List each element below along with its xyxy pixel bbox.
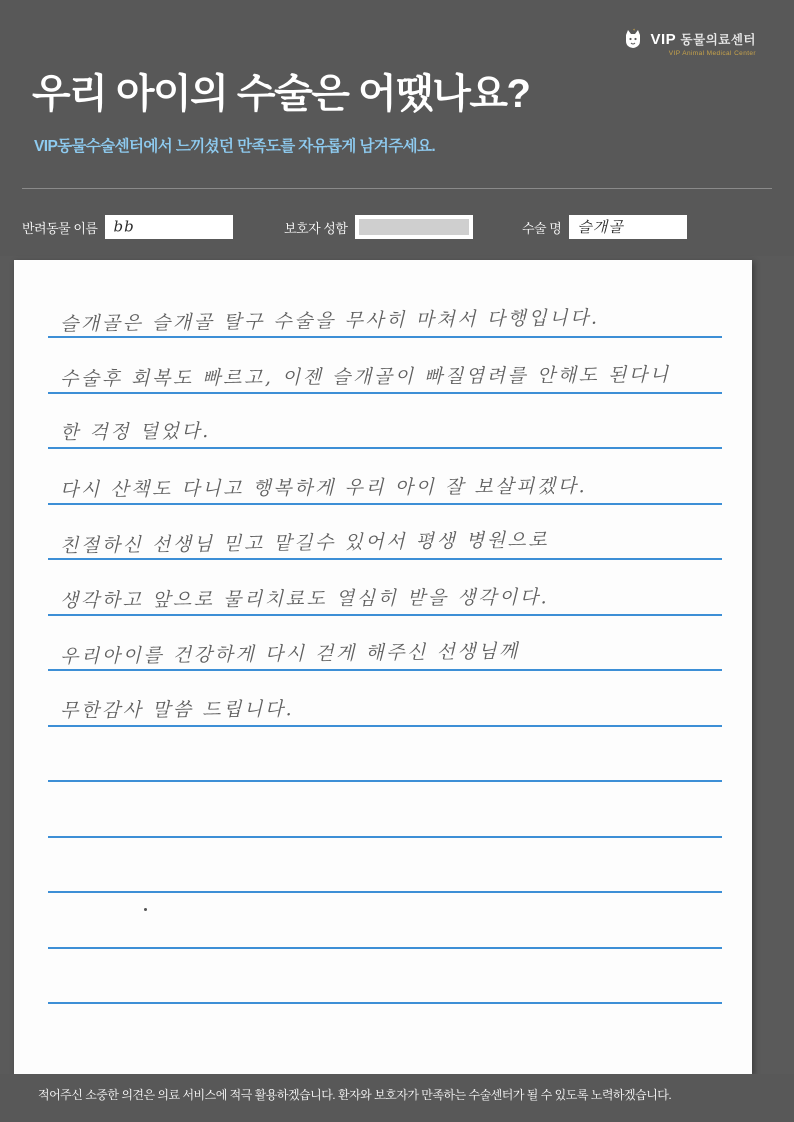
footer-note: 적어주신 소중한 의견은 의료 서비스에 적극 활용하겠습니다. 환자와 보호자가 만족하는 수술센터가 될 수 있도록 노력하겠습니다. <box>38 1088 672 1102</box>
page-subtitle: VIP동물수술센터에서 느끼셨던 만족도를 자유롭게 남겨주세요. <box>34 138 436 155</box>
ruled-line <box>48 836 722 838</box>
pet-name-value: bb <box>113 217 135 236</box>
surgery-name-value: 슬개골 <box>577 218 624 237</box>
handwritten-line: 생각하고 앞으로 물리치료도 열심히 받을 생각이다. <box>59 585 550 612</box>
brand-name: VIP <box>650 30 677 48</box>
ruled-line <box>48 336 722 338</box>
ruled-line <box>48 447 722 449</box>
handwritten-line: 다시 산책도 다니고 행복하게 우리 아이 잘 보살피겠다. <box>59 474 588 501</box>
ruled-line <box>48 558 722 560</box>
field-guardian-name-label: 보호자 성함 <box>284 220 348 236</box>
handwritten-line: 친절하신 선생님 믿고 맡길수 있어서 평생 병원으로 <box>59 529 550 557</box>
field-pet-name-label: 반려동물 이름 <box>22 220 98 236</box>
ruled-line <box>48 503 722 505</box>
field-surgery-name <box>522 212 687 242</box>
header-divider <box>22 188 772 189</box>
note-lines <box>48 306 722 1058</box>
handwritten-line: 수술후 회복도 빠르고, 이젠 슬개골이 빠질염려를 안해도 된다니 <box>59 363 671 390</box>
ruled-line <box>48 891 722 893</box>
page-footer <box>0 1074 794 1122</box>
surgery-name-input[interactable] <box>569 215 687 239</box>
brand-tagline: VIP Animal Medical Center <box>668 50 756 57</box>
form-field-row <box>22 212 772 242</box>
ruled-line <box>48 780 722 782</box>
brand-name-ko: 동물의료센터 <box>680 32 756 47</box>
handwritten-line: 우리아이를 건강하게 다시 걷게 해주신 선생님께 <box>59 640 520 668</box>
field-guardian-name <box>284 212 473 242</box>
handwritten-line: 한 걱정 덜었다. <box>59 420 211 444</box>
guardian-name-input[interactable] <box>355 215 473 239</box>
dog-head-icon <box>622 28 644 50</box>
ruled-line <box>48 614 722 616</box>
ruled-line <box>48 1002 722 1004</box>
field-pet-name <box>22 212 233 242</box>
ruled-line <box>48 669 722 671</box>
handwritten-line: 슬개골은 슬개골 탈구 수술을 무사히 마쳐서 다행입니다. <box>59 306 600 336</box>
page-header <box>0 0 794 256</box>
note-sheet[interactable] <box>14 260 752 1074</box>
ruled-line <box>48 947 722 949</box>
ruled-line <box>48 392 722 394</box>
pen-dot-mark <box>144 908 147 911</box>
brand-logo-text <box>650 32 756 47</box>
page-title: 우리 아이의 수술은 어땠나요? <box>32 72 530 116</box>
ruled-line <box>48 725 722 727</box>
field-surgery-name-label: 수술 명 <box>522 220 562 236</box>
redaction-block <box>359 219 469 235</box>
brand-logo <box>622 28 756 50</box>
handwritten-line: 무한감사 말씀 드립니다. <box>59 697 295 722</box>
pet-name-input[interactable] <box>105 215 233 239</box>
